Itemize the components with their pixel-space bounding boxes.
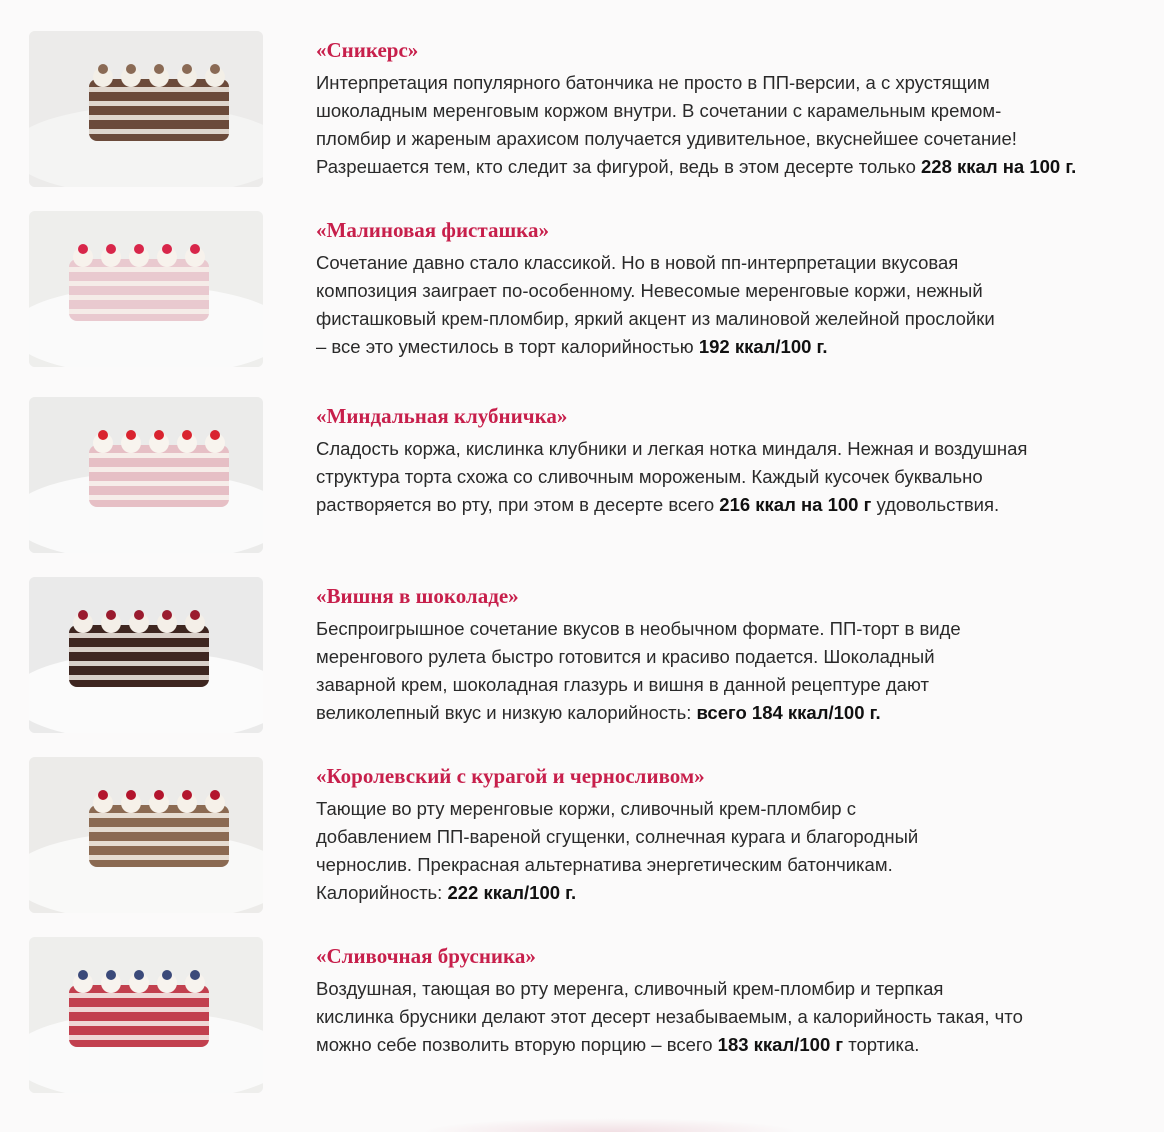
dessert-text [316,943,1146,1059]
dessert-text [316,403,1146,519]
dessert-illustration [29,31,263,187]
dessert-description [316,249,1146,361]
dessert-photo [29,937,263,1093]
dessert-description [316,615,1146,727]
description-text: Беспроигрышное сочетание вкусов в необычном формате. ПП-торт в виде [316,618,961,639]
description-line [316,795,1146,823]
description-line [316,463,1146,491]
dessert-title: «Вишня в шоколаде» [316,584,519,608]
description-line [316,823,1146,851]
dessert-photo [29,757,263,913]
description-line [316,879,1146,907]
description-text: меренгового рулета быстро готовится и красиво подается. Шоколадный [316,646,935,667]
description-text: пломбир и жареным арахисом получается удивительное, вкуснейшее сочетание! [316,128,1017,149]
dessert-photo [29,577,263,733]
description-text: Тающие во рту меренговые коржи, сливочный крем-пломбир с [316,798,856,819]
calorie-value: 192 ккал/100 г. [698,336,828,357]
dessert-text [316,37,1146,181]
description-line [316,333,1146,361]
description-text: чернослив. Прекрасная альтернатива энергетическим батончикам. [316,854,893,875]
description-line [316,491,1146,519]
description-text: композиция заиграет по-особенному. Невесомые меренговые коржи, нежный [316,280,983,301]
description-line [316,1003,1146,1031]
description-line [316,69,1146,97]
calorie-value: 228 ккал на 100 г. [921,156,1077,177]
calorie-value: 183 ккал/100 г [717,1034,844,1055]
description-line [316,435,1146,463]
description-line [316,249,1146,277]
description-line [316,125,1146,153]
description-line [316,671,1146,699]
description-text: Калорийность: [316,882,448,903]
dessert-photo [29,397,263,553]
dessert-title: «Сливочная брусника» [316,944,536,968]
description-text: заварной крем, шоколадная глазурь и вишня в данной рецептуре дают [316,674,929,695]
dessert-description [316,435,1146,519]
calorie-value: 222 ккал/100 г. [447,882,577,903]
description-line [316,975,1146,1003]
description-text: фисташковый крем-пломбир, яркий акцент из малиновой желейной прослойки [316,308,995,329]
dessert-illustration [29,397,263,553]
dessert-item-2 [29,211,1149,367]
dessert-illustration [29,757,263,913]
description-text: структура торта схожа со сливочным мороженым. Каждый кусочек буквально [316,466,983,487]
bottom-fade [420,1118,800,1132]
dessert-title: «Малиновая фисташка» [316,218,549,242]
dessert-photo [29,31,263,187]
dessert-title: «Миндальная клубничка» [316,404,568,428]
description-line [316,643,1146,671]
description-text: Разрешается тем, кто следит за фигурой, ведь в этом десерте только [316,156,922,177]
description-line [316,277,1146,305]
description-text: Сочетание давно стало классикой. Но в новой пп-интерпретации вкусовая [316,252,959,273]
dessert-illustration [29,577,263,733]
description-line [316,1031,1146,1059]
dessert-illustration [29,211,263,367]
dessert-text [316,763,1146,907]
description-text: тортика. [843,1034,920,1055]
description-text: растворяется во рту, при этом в десерте всего [316,494,720,515]
description-line [316,615,1146,643]
dessert-illustration [29,937,263,1093]
description-text: Сладость коржа, кислинка клубники и легкая нотка миндаля. Нежная и воздушная [316,438,1028,459]
calorie-value: 216 ккал на 100 г [719,494,872,515]
description-text: кислинка брусники делают этот десерт незабываемым, а калорийность такая, что [316,1006,1023,1027]
description-text: Интерпретация популярного батончика не просто в ПП-версии, а с хрустящим [316,72,990,93]
dessert-item-1 [29,31,1149,187]
dessert-description [316,795,1146,907]
description-text: – все это уместилось в торт калорийностью [316,336,699,357]
dessert-text [316,217,1146,361]
description-line [316,851,1146,879]
dessert-description [316,975,1146,1059]
description-text: добавлением ПП-вареной сгущенки, солнечная курага и благородный [316,826,919,847]
dessert-text [316,583,1146,727]
description-text: Воздушная, тающая во рту меренга, сливочный крем-пломбир и терпкая [316,978,944,999]
dessert-title: «Сникерс» [316,38,419,62]
dessert-item-3 [29,397,1149,553]
description-text: можно себе позволить вторую порцию – всего [316,1034,718,1055]
dessert-photo [29,211,263,367]
description-line [316,699,1146,727]
description-text: шоколадным меренговым коржом внутри. В сочетании с карамельным кремом- [316,100,1002,121]
description-text: удовольствия. [871,494,1000,515]
dessert-item-5 [29,757,1149,913]
description-line [316,97,1146,125]
dessert-title: «Королевский с курагой и черносливом» [316,764,705,788]
dessert-item-4 [29,577,1149,733]
description-line [316,153,1146,181]
description-line [316,305,1146,333]
dessert-description [316,69,1146,181]
calorie-value: всего 184 ккал/100 г. [696,702,881,723]
description-text: великолепный вкус и низкую калорийность: [316,702,697,723]
dessert-item-6 [29,937,1149,1093]
